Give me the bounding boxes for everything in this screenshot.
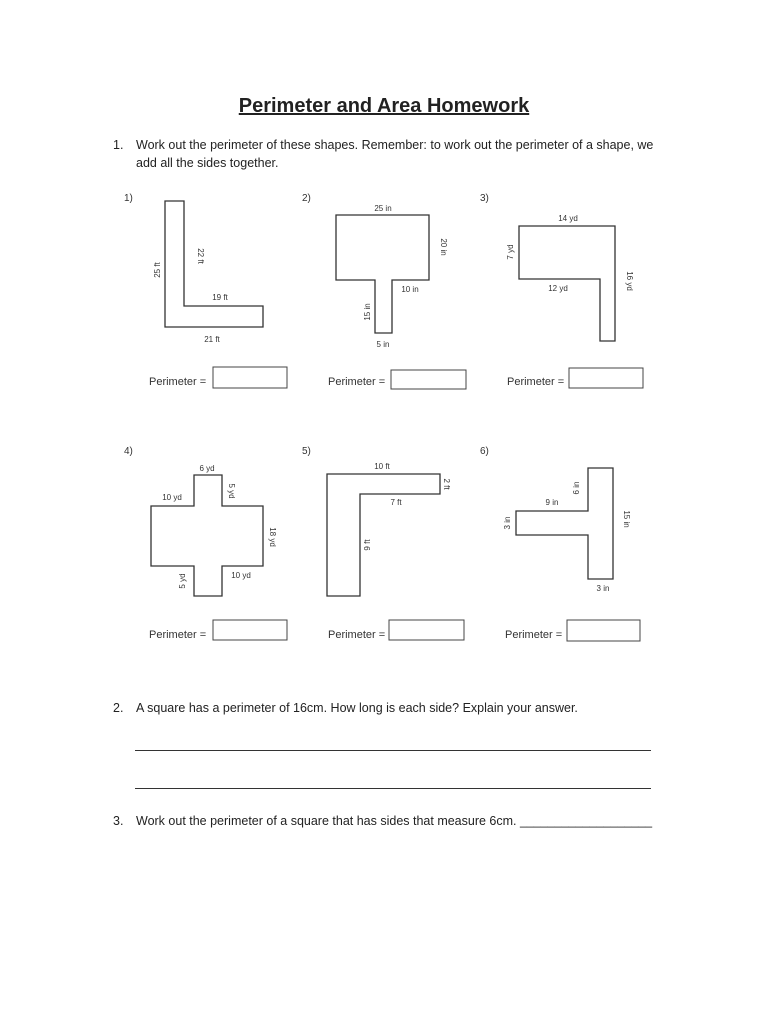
shape-6 [480, 446, 631, 593]
shape-index: 6) [480, 446, 489, 457]
question-text: Work out the perimeter of a square that has sides that measure 6cm. [136, 814, 517, 828]
perimeter-answer-box[interactable] [213, 620, 287, 640]
perimeter-answer-box[interactable] [389, 620, 464, 640]
side-label: 19 ft [212, 293, 228, 302]
side-label: 7 yd [506, 244, 515, 260]
side-label: 5 yd [178, 573, 187, 589]
shape-index: 3) [480, 193, 489, 204]
perimeter-answer-box[interactable] [391, 370, 466, 389]
perimeter-label: Perimeter = [505, 629, 563, 641]
side-label: 16 yd [625, 271, 634, 291]
side-label: 9 in [545, 498, 559, 507]
side-label: 25 ft [153, 262, 162, 278]
l-shape [327, 474, 440, 596]
shape-4 [124, 446, 277, 596]
shape-index: 5) [302, 446, 311, 457]
side-label: 5 yd [227, 483, 236, 499]
side-label: 3 in [503, 516, 512, 530]
perimeter-label: Perimeter = [328, 629, 386, 641]
side-label: 10 yd [231, 571, 251, 580]
side-label: 10 in [401, 285, 419, 294]
perimeter-answer-box[interactable] [567, 620, 640, 641]
shape-index: 2) [302, 193, 311, 204]
side-label: 2 ft [442, 478, 451, 490]
shape-5 [302, 446, 451, 596]
perimeter-answer-box[interactable] [213, 367, 287, 388]
question-text-line-1: Work out the perimeter of these shapes. Remember: to work out the perimeter of a shape, we [136, 138, 654, 152]
side-label: 6 yd [199, 464, 215, 473]
perimeter-label: Perimeter = [149, 376, 207, 388]
t-shape [516, 468, 613, 579]
perimeter-row-1 [149, 367, 643, 389]
side-label: 10 ft [374, 462, 390, 471]
shape-1 [124, 193, 263, 344]
side-label: 15 in [363, 303, 372, 321]
side-label: 10 yd [162, 493, 182, 502]
t-shape [336, 215, 429, 333]
question-number: 3. [113, 814, 124, 828]
perimeter-label: Perimeter = [328, 376, 386, 388]
perimeter-label: Perimeter = [507, 376, 565, 388]
side-label: 6 in [572, 481, 581, 495]
side-label: 7 ft [390, 498, 402, 507]
question-text: A square has a perimeter of 16cm. How long is each side? Explain your answer. [136, 701, 578, 715]
shape-3 [480, 193, 634, 341]
question-text-with-blank [136, 812, 652, 830]
question-number: 1. [113, 138, 124, 152]
question-number: 2. [113, 701, 124, 715]
answer-line[interactable] [135, 750, 651, 751]
answer-blank[interactable]: ___________________ [520, 814, 653, 828]
side-label: 22 ft [196, 248, 205, 264]
side-label: 5 in [376, 340, 390, 349]
side-label: 18 yd [268, 527, 277, 547]
side-label: 21 ft [204, 335, 220, 344]
perimeter-label: Perimeter = [149, 629, 207, 641]
answer-line[interactable] [135, 788, 651, 789]
side-label: 3 in [596, 584, 610, 593]
l-shape [165, 201, 263, 327]
shape-index: 4) [124, 446, 133, 457]
side-label: 12 yd [548, 284, 568, 293]
shape-2 [302, 193, 448, 349]
shape-index: 1) [124, 193, 133, 204]
perimeter-row-2 [149, 620, 640, 641]
side-label: 14 yd [558, 214, 578, 223]
side-label: 20 in [439, 238, 448, 256]
perimeter-answer-box[interactable] [569, 368, 643, 388]
question-text-line-2: add all the sides together. [136, 156, 279, 170]
side-label: 25 in [374, 204, 392, 213]
side-label: 9 ft [363, 539, 372, 551]
side-label: 15 in [622, 510, 631, 528]
page-title: Perimeter and Area Homework [238, 95, 530, 117]
